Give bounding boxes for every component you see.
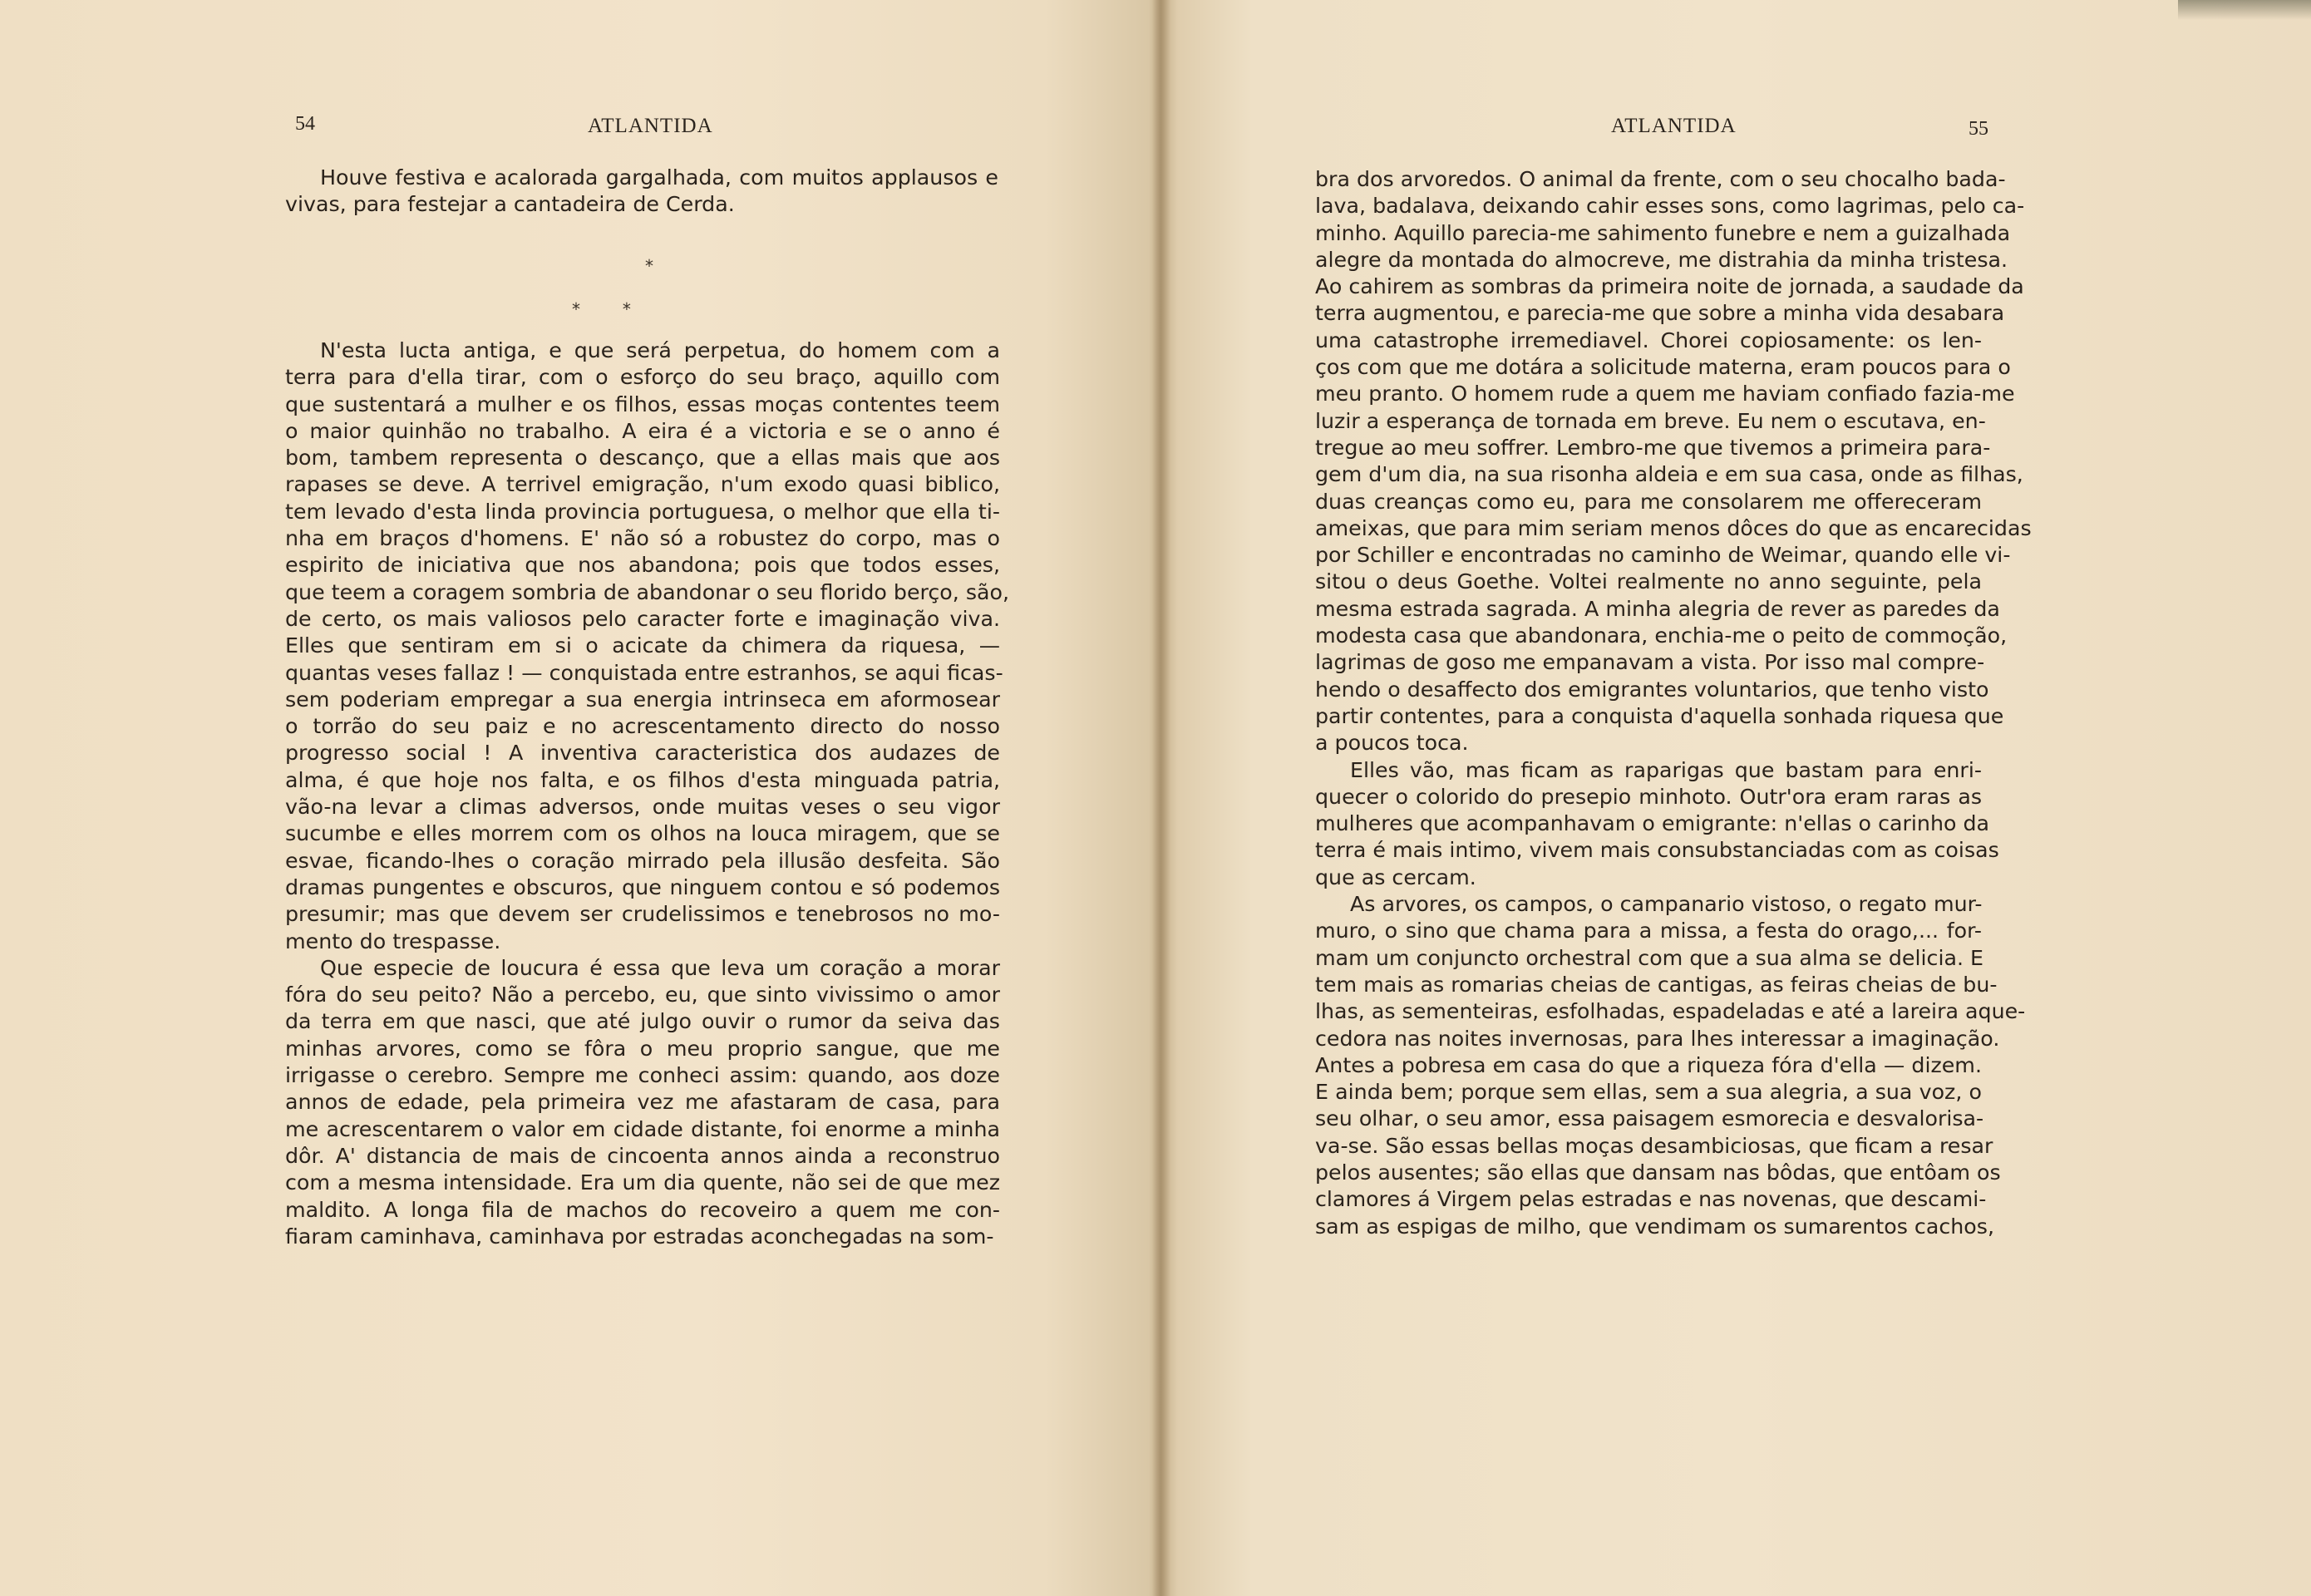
text-line: alegre da montada do almocreve, me distrahia da minha tristesa. xyxy=(1315,247,2008,272)
text-line: As arvores, os campos, o campanario vistoso, o regato mur- xyxy=(1350,892,1983,917)
text-line: lava, badalava, deixando cahir esses sons, como lagrimas, pelo ca- xyxy=(1315,194,2025,219)
text-line: va-se. São essas bellas moças desambiciosas, que ficam a resar xyxy=(1315,1133,1993,1158)
text-line: vivas, para festejar a cantadeira de Cerda. xyxy=(285,192,735,217)
text-line: N'esta lucta antiga, e que será perpetua, do homem com a xyxy=(320,338,1000,362)
section-break-top: * xyxy=(645,256,653,276)
text-line: cedora nas noites invernosas, para lhes interessar a imaginação. xyxy=(1315,1026,2000,1051)
text-line: bra dos arvoredos. O animal da frente, com o seu chocalho bada- xyxy=(1315,167,2006,191)
corner-shadow xyxy=(2178,0,2311,20)
text-line: lagrimas de goso me empanavam a vista. Por isso mal compre- xyxy=(1315,650,1985,675)
text-line: alma, é que hoje nos falta, e os filhos d'esta minguada patria, xyxy=(285,767,1000,792)
text-line: tem levado d'esta linda provincia portuguesa, o melhor que ella ti- xyxy=(285,499,1000,524)
text-line: mento do trespasse. xyxy=(285,929,501,953)
text-line: sam as espigas de milho, que vendimam os sumarentos cachos, xyxy=(1315,1214,1994,1239)
text-line: quantas veses fallaz ! — conquistada entre estranhos, se aqui ficas- xyxy=(285,660,1003,685)
text-line: ços com que me dotára a solicitude materna, eram poucos para o xyxy=(1315,355,2011,380)
text-line: mesma estrada sagrada. A minha alegria de rever as paredes da xyxy=(1315,596,2000,621)
text-line: progresso social ! A inventiva caracteristica dos audazes de xyxy=(285,741,1000,766)
text-line: pelos ausentes; são ellas que dansam nas bôdas, que entôam os xyxy=(1315,1160,2001,1185)
right-body-text xyxy=(1315,166,2032,1240)
text-line: tregue ao meu soffrer. Lembro-me que tivemos a primeira para- xyxy=(1315,435,1991,460)
text-line: Ao cahirem as sombras da primeira noite de jornada, a saudade da xyxy=(1315,274,2024,299)
book-gutter xyxy=(1152,0,1170,1596)
text-line: mam um conjuncto orchestral com que a sua alma se delicia. E xyxy=(1315,945,1984,970)
text-line: luzir a esperança de tornada em breve. Eu nem o escutava, en- xyxy=(1315,408,1986,433)
section-break-bottom: * * xyxy=(572,299,631,319)
text-line: de certo, os mais valiosos pelo caracter forte e imaginação viva. xyxy=(285,606,1000,631)
text-line: E ainda bem; porque sem ellas, sem a sua alegria, a sua voz, o xyxy=(1315,1080,1982,1105)
running-head-right: ATLANTIDA xyxy=(1611,115,1737,137)
text-line: esvae, ficando-lhes o coração mirrado pela illusão desfeita. São xyxy=(285,848,1000,873)
text-line: maldito. A longa fila de machos do recoveiro a quem me con- xyxy=(285,1197,1000,1222)
text-line: modesta casa que abandonara, enchia-me o peito de commoção, xyxy=(1315,623,2008,648)
left-opening-paragraph xyxy=(285,165,998,219)
page-number-left: 54 xyxy=(295,113,315,135)
text-line: com a mesma intensidade. Era um dia quente, não sei de que mez xyxy=(285,1170,1000,1195)
text-line: por Schiller e encontradas no caminho de Weimar, quando elle vi- xyxy=(1315,543,2011,568)
text-line: fóra do seu peito? Não a percebo, eu, que sinto vivissimo o amor xyxy=(285,983,1000,1007)
text-line: meu pranto. O homem rude a quem me haviam confiado fazia-me xyxy=(1315,382,2015,406)
text-line: que as cercam. xyxy=(1315,864,1476,889)
running-head-left: ATLANTIDA xyxy=(588,115,713,137)
text-line: minho. Aquillo parecia-me sahimento funebre e nem a guizalhada xyxy=(1315,220,2011,245)
text-line: da terra em que nasci, que até julgo ouvir o rumor da seiva das xyxy=(285,1009,1000,1034)
text-line: vão-na levar a climas adversos, onde muitas veses o seu vigor xyxy=(285,795,1000,820)
text-line: terra augmentou, e parecia-me que sobre a minha vida desabara xyxy=(1315,301,2005,326)
text-line: Antes a pobresa em casa do que a riqueza fóra d'ella — dizem. xyxy=(1315,1052,1982,1077)
text-line: lhas, as sementeiras, esfolhadas, espadeladas e até a lareira aque- xyxy=(1315,999,2026,1024)
text-line: sem poderiam empregar a sua energia intrinseca em aformosear xyxy=(285,687,1000,712)
text-line: ameixas, que para mim seriam menos dôces do que as encarecidas xyxy=(1315,515,2032,540)
text-line: seu olhar, o seu amor, essa paisagem esmorecia e desvalorisa- xyxy=(1315,1106,1984,1131)
text-line: Houve festiva e acalorada gargalhada, com muitos applausos e xyxy=(320,165,998,190)
text-line: dramas pungentes e obscuros, que ninguem contou e só podemos xyxy=(285,874,1000,899)
text-line: bom, tambem representa o descanço, que a ellas mais que aos xyxy=(285,446,1000,470)
text-line: dôr. A' distancia de mais de cincoenta annos ainda a reconstruo xyxy=(285,1143,1000,1168)
text-line: o torrão do seu paiz e no acrescentamento directo do nosso xyxy=(285,714,1000,739)
text-line: hendo o desaffecto dos emigrantes voluntarios, que tenho visto xyxy=(1315,677,1989,702)
text-line: Elles que sentiram em si o acicate da chimera da riquesa, — xyxy=(285,633,1000,658)
text-line: a poucos toca. xyxy=(1315,731,1469,756)
text-line: Que especie de loucura é essa que leva um coração a morar xyxy=(320,955,1000,980)
text-line: duas creanças como eu, para me consolarem me offereceram xyxy=(1315,489,1982,514)
text-line: terra para d'ella tirar, com o esforço do seu braço, aquillo com xyxy=(285,365,1000,390)
left-body-text xyxy=(285,337,1010,1250)
text-line: que sustentará a mulher e os filhos, essas moças contentes teem xyxy=(285,392,1000,416)
text-line: tem mais as romarias cheias de cantigas, as feiras cheias de bu- xyxy=(1315,972,1998,997)
text-line: sucumbe e elles morrem com os olhos na louca miragem, que se xyxy=(285,821,1000,846)
page-number-right: 55 xyxy=(1969,118,1988,140)
text-line: uma catastrophe irremediavel. Chorei copiosamente: os len- xyxy=(1315,328,1982,352)
text-line: mulheres que acompanhavam o emigrante: n'ellas o carinho da xyxy=(1315,811,1990,836)
text-line: gem d'um dia, na sua risonha aldeia e em sua casa, onde as filhas, xyxy=(1315,462,2023,487)
text-line: irrigasse o cerebro. Sempre me conheci assim: quando, aos doze xyxy=(285,1063,1000,1088)
right-page xyxy=(1160,0,2311,1596)
text-line: annos de edade, pela primeira vez me afastaram de casa, para xyxy=(285,1090,1000,1115)
text-line: o maior quinhão no trabalho. A eira é a victoria e se o anno é xyxy=(285,418,1000,443)
text-line: nha em braços d'homens. E' não só a robustez do corpo, mas o xyxy=(285,526,1000,551)
text-line: sitou o deus Goethe. Voltei realmente no anno seguinte, pela xyxy=(1315,569,1982,594)
text-line: me acrescentarem o valor em cidade distante, foi enorme a minha xyxy=(285,1116,1000,1141)
text-line: quecer o colorido do presepio minhoto. Outr'ora eram raras as xyxy=(1315,784,1982,809)
text-line: Elles vão, mas ficam as raparigas que bastam para enri- xyxy=(1350,757,1982,782)
text-line: fiaram caminhava, caminhava por estradas aconchegadas na som- xyxy=(285,1224,994,1249)
text-line: muro, o sino que chama para a missa, a festa do orago,... for- xyxy=(1315,919,1982,943)
text-line: presumir; mas que devem ser crudelissimos e tenebrosos no mo- xyxy=(285,902,1000,927)
text-line: terra é mais intimo, vivem mais consubstanciadas com as coisas xyxy=(1315,838,1999,863)
text-line: partir contentes, para a conquista d'aquella sonhada riquesa que xyxy=(1315,703,2004,728)
text-line: que teem a coragem sombria de abandonar o seu florido berço, são, xyxy=(285,579,1010,604)
text-line: clamores á Virgem pelas estradas e nas novenas, que descami- xyxy=(1315,1187,1987,1212)
text-line: rapases se deve. A terrivel emigração, n'um exodo quasi biblico, xyxy=(285,472,1000,497)
text-line: minhas arvores, como se fôra o meu proprio sangue, que me xyxy=(285,1036,1000,1061)
text-line: espirito de iniciativa que nos abandona; pois que todos esses, xyxy=(285,553,1000,578)
